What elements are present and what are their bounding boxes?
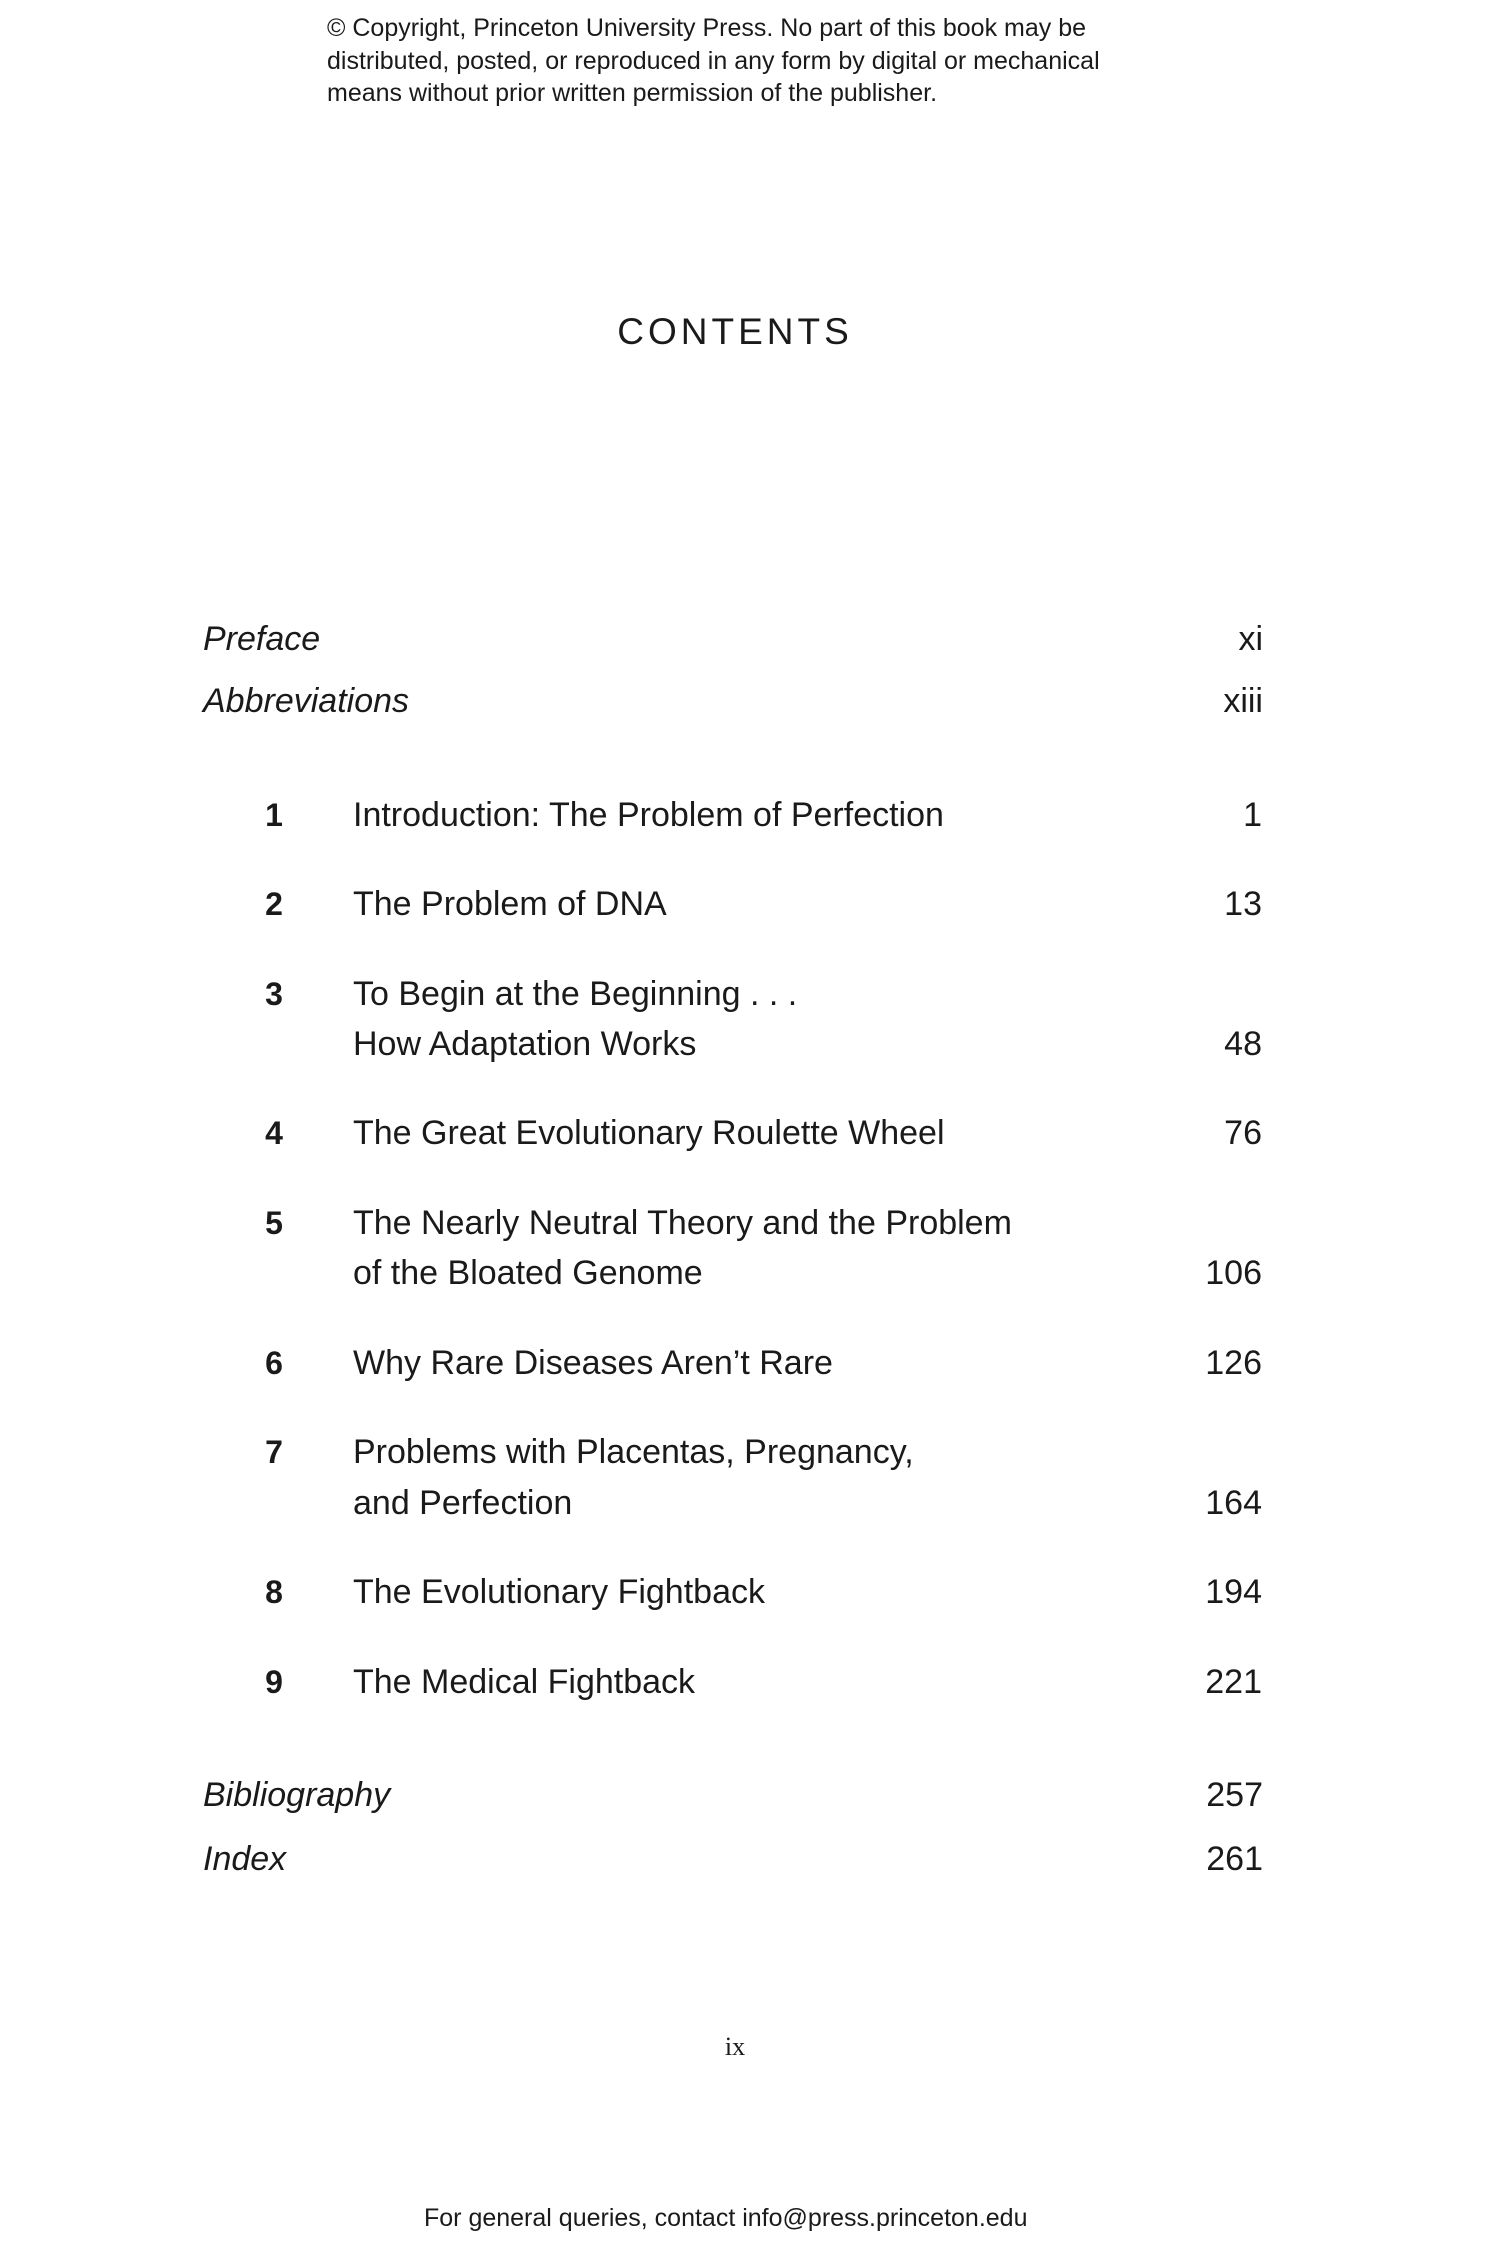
page-number: ix bbox=[724, 2032, 746, 2061]
chapter-title: Why Rare Diseases Aren’t Rare bbox=[353, 1344, 833, 1382]
chapter-page: 126 bbox=[1205, 1344, 1262, 1382]
entry-page: 261 bbox=[1206, 1840, 1263, 1878]
entry-page: 257 bbox=[1206, 1776, 1263, 1814]
chapter-number: 8 bbox=[265, 1574, 283, 1610]
chapter-page: 1 bbox=[1243, 796, 1262, 834]
chapter-page: 106 bbox=[1205, 1254, 1262, 1292]
chapter-title: The Great Evolutionary Roulette Wheel bbox=[353, 1114, 945, 1152]
chapter-page: 48 bbox=[1224, 1025, 1262, 1063]
copyright-notice bbox=[327, 12, 1227, 110]
chapter-number: 3 bbox=[265, 976, 283, 1012]
entry-page: xi bbox=[1238, 620, 1263, 658]
entry-label: Bibliography bbox=[203, 1776, 391, 1814]
entry-page: xiii bbox=[1223, 682, 1263, 720]
chapter-title: The Evolutionary Fightback bbox=[353, 1573, 765, 1611]
chapter-number: 2 bbox=[265, 886, 283, 922]
toc-entry-index bbox=[203, 1834, 1263, 1884]
chapter-number: 4 bbox=[265, 1115, 283, 1151]
copyright-line: means without prior written permission of the publisher. bbox=[327, 79, 938, 107]
chapter-number: 5 bbox=[265, 1205, 283, 1241]
chapter-number: 9 bbox=[265, 1664, 283, 1700]
chapter-title-line-2: How Adaptation Works bbox=[353, 1025, 697, 1063]
chapter-page: 221 bbox=[1205, 1663, 1262, 1701]
chapter-title: To Begin at the Beginning . . . bbox=[353, 975, 798, 1013]
toc-entry-bibliography bbox=[203, 1770, 1263, 1820]
entry-label: Index bbox=[203, 1840, 287, 1878]
chapter-title: Introduction: The Problem of Perfection bbox=[353, 796, 944, 834]
chapter-number: 6 bbox=[265, 1345, 283, 1381]
chapter-title: The Medical Fightback bbox=[353, 1663, 696, 1701]
chapter-title: The Problem of DNA bbox=[353, 885, 667, 923]
toc-entry-preface bbox=[203, 614, 1263, 664]
chapter-title: Problems with Placentas, Pregnancy, bbox=[353, 1433, 914, 1471]
chapter-title-line-2: and Perfection bbox=[353, 1484, 573, 1522]
entry-label: Abbreviations bbox=[203, 682, 410, 720]
chapter-page: 164 bbox=[1205, 1484, 1262, 1522]
chapter-page: 194 bbox=[1205, 1573, 1262, 1611]
chapter-page: 76 bbox=[1224, 1114, 1262, 1152]
chapter-number: 1 bbox=[265, 797, 283, 833]
chapter-title-line-2: of the Bloated Genome bbox=[353, 1254, 703, 1292]
chapter-title: The Nearly Neutral Theory and the Problem bbox=[353, 1204, 1012, 1242]
footer-contact: For general queries, contact info@press.princeton.edu bbox=[424, 2204, 1028, 2232]
page-title: CONTENTS bbox=[617, 311, 853, 352]
toc-entry-abbreviations bbox=[203, 676, 1263, 726]
copyright-line: distributed, posted, or reproduced in any form by digital or mechanical bbox=[327, 46, 1100, 75]
chapter-number: 7 bbox=[265, 1434, 283, 1470]
chapter-page: 13 bbox=[1224, 885, 1262, 923]
entry-label: Preface bbox=[203, 620, 321, 658]
copyright-line: © Copyright, Princeton University Press. No part of this book may be bbox=[327, 14, 1087, 42]
